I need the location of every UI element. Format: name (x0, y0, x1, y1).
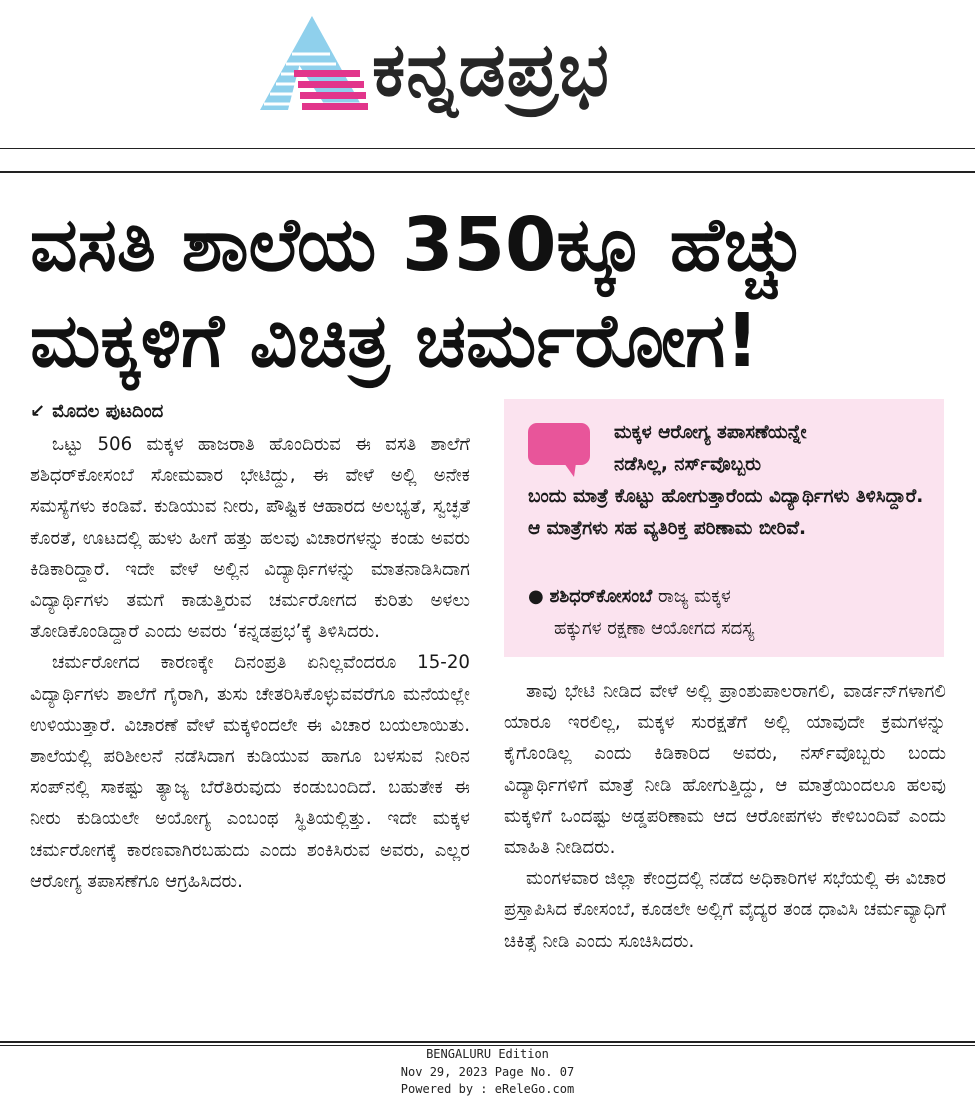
attribution-role-line-2: ಹಕ್ಕುಗಳ ರಕ್ಷಣಾ ಆಯೋಗದ ಸದಸ್ಯ (554, 618, 755, 639)
headline-line-1: ವಸತಿ ಶಾಲೆಯ 350ಕ್ಕೂ ಹೆಚ್ಚು (30, 202, 806, 288)
quote-rest: ಬಂದು ಮಾತ್ರೆ ಕೊಟ್ಟು ಹೋಗುತ್ತಾರೆಂದು ವಿದ್ಯಾರ್ಥಿಗಳು ತಿಳಿಸಿದ್ದಾರೆ. ಆ ಮಾತ್ರೆಗಳು ಸಹ ವ್ಯತಿರಿಕ್ತ ಪರಿಣಾಮ ಬೀರಿವೆ. (528, 486, 924, 539)
continued-from-text: ಮೊದಲ ಪುಟದಿಂದ (52, 401, 164, 422)
headline-line-2: ಮಕ್ಕಳಿಗೆ ವಿಚಿತ್ರ ಚರ್ಮರೋಗ! (30, 298, 759, 384)
article-paragraph: ಚರ್ಮರೋಗದ ಕಾರಣಕ್ಕೇ ದಿನಂಪ್ರತಿ ಏನಿಲ್ಲವೆಂದರೂ 15-20 ವಿದ್ಯಾರ್ಥಿಗಳು ಶಾಲೆಗೆ ಗೈರಾಗಿ, ತುಸು ಚೇತರಿಸಿಕೊಳ್ಳುವವರೆಗೂ ಮನೆಯಲ್ಲೇ ಉಳಿಯುತ್ತಾರೆ. ವಿಚಾರಣೆ ವೇಳೆ ಮಕ್ಕಳಿಂದಲೇ ಈ ವಿಚಾರ ಬಯಲಾಯಿತು. ಶಾಲೆಯಲ್ಲಿ ಪರಿಶೀಲನೆ ನಡೆಸಿದಾಗ ಕುಡಿಯುವ ಹಾಗೂ ಬಳಸುವ ನೀರಿನ ಸಂಪ್‌ನಲ್ಲಿ ಸಾಕಷ್ಟು ತ್ಯಾಜ್ಯ ಬೆರೆತಿರುವುದು ಕಂಡುಬಂದಿದೆ. ಬಹುತೇಕ ಈ ನೀರು ಕುಡಿಯಲೇ ಅಯೋಗ್ಯ ಎಂಬಂಥ ಸ್ಥಿತಿಯಲ್ಲಿತ್ತು. ಇದೇ ಮಕ್ಕಳ ಚರ್ಮರೋಗಕ್ಕೆ ಕಾರಣವಾಗಿರಬಹುದು ಎಂದು ಶಂಕಿಸಿರುವ ಅವರು, ಎಲ್ಲರ ಆರೋಗ್ಯ ತಪಾಸಣೆಗೂ ಆಗ್ರಹಿಸಿದರು. (30, 652, 470, 892)
attribution-name: ಶಶಿಧರ್‌ಕೋಸಂಬೆ (549, 586, 653, 607)
article-paragraph: ಒಟ್ಟು 506 ಮಕ್ಕಳ ಹಾಜರಾತಿ ಹೊಂದಿರುವ ಈ ವಸತಿ ಶಾಲೆಗೆ ಶಶಿಧರ್‌ಕೋಸಂಬೆ ಸೋಮವಾರ ಭೇಟಿದ್ದು, ಈ ವೇಳೆ ಅಲ್ಲಿ ಅನೇಕ ಸಮಸ್ಯೆಗಳು ಕಂಡಿವೆ. ಕುಡಿಯುವ ನೀರು, ಪೌಷ್ಟಿಕ ಆಹಾರದ ಅಲಭ್ಯತೆ, ಸ್ವಚ್ಛತೆ ಕೊರತೆ, ಊಟದಲ್ಲಿ ಹುಳು ಹೀಗೆ ಹತ್ತು ಹಲವು ವಿಚಾರಗಳನ್ನು ಕಂಡು ಅವರು ಕಿಡಿಕಾರಿದ್ದಾರೆ. ಇದೇ ವೇಳೆ ಅಲ್ಲಿನ ವಿದ್ಯಾರ್ಥಿಗಳನ್ನು ಮಾತನಾಡಿಸಿದಾಗ ವಿದ್ಯಾರ್ಥಿಗಳು ತಮಗೆ ಕಾಡುತ್ತಿರುವ ಚರ್ಮರೋಗದ ಕುರಿತು ಅಳಲು ತೋಡಿಕೊಂಡಿದ್ದಾರೆ ಎಂದು ಅವರು ‘ಕನ್ನಡಪ್ರಭ’ಕ್ಕೆ ತಿಳಿಸಿದರು. (30, 434, 470, 643)
quote-attribution (528, 581, 928, 645)
quote-line-1: ಮಕ್ಕಳ ಆರೋಗ್ಯ ತಪಾಸಣೆಯನ್ನೇ (614, 422, 807, 443)
left-column (30, 398, 470, 897)
masthead-title: ಕನ್ನಡಪ್ರಭ (372, 27, 610, 113)
continued-label (30, 398, 470, 426)
page-footer (0, 1046, 975, 1099)
footer-edition: BENGALURU Edition (426, 1047, 549, 1061)
pull-quote-box (504, 399, 944, 657)
footer-powered-by: Powered by : eReleGo.com (400, 1082, 575, 1096)
kannadaprabha-logo-icon (256, 14, 370, 112)
masthead-divider-top (0, 148, 975, 149)
masthead (0, 0, 975, 148)
article-paragraph: ತಾವು ಭೇಟಿ ನೀಡಿದ ವೇಳೆ ಅಲ್ಲಿ ಪ್ರಾಂಶುಪಾಲರಾಗಲಿ, ವಾರ್ಡನ್‌ಗಳಾಗಲಿ ಯಾರೂ ಇರಲಿಲ್ಲ, ಮಕ್ಕಳ ಸುರಕ್ಷತೆಗೆ ಅಲ್ಲಿ ಯಾವುದೇ ಕ್ರಮಗಳನ್ನು ಕೈಗೊಂಡಿಲ್ಲ ಎಂದು ಕಿಡಿಕಾರಿದ ಅವರು, ನರ್ಸ್‌ವೊಬ್ಬರು ಬಂದು ವಿದ್ಯಾರ್ಥಿಗಳಿಗೆ ಮಾತ್ರೆ ನೀಡಿ ಹೋಗುತ್ತಿದ್ದು, ಆ ಮಾತ್ರೆಯಿಂದಲೂ ಹಲವು ಮಕ್ಕಳಿಗೆ ಒಂದಷ್ಟು ಅಡ್ಡಪರಿಣಾಮ ಆದ ಆರೋಪಗಳು ಕೇಳಿಬಂದಿವೆ ಎಂದು ಮಾಹಿತಿ ನೀಡಿದರು. (504, 681, 946, 859)
arrow-down-left-icon: ↙ (30, 401, 46, 422)
article-paragraph: ಮಂಗಳವಾರ ಜಿಲ್ಲಾ ಕೇಂದ್ರದಲ್ಲಿ ನಡೆದ ಅಧಿಕಾರಿಗಳ ಸಭೆಯಲ್ಲಿ ಈ ವಿಚಾರ ಪ್ರಸ್ತಾಪಿಸಿದ ಕೋಸಂಬೆ, ಕೂಡಲೇ ಅಲ್ಲಿಗೆ ವೈದ್ಯರ ತಂಡ ಧಾವಿಸಿ ಚರ್ಮವ್ಯಾಧಿಗೆ ಚಿಕಿತ್ಸೆ ನೀಡಿ ಎಂದು ಸೂಚಿಸಿದರು. (504, 868, 946, 952)
masthead-divider-bottom (0, 171, 975, 173)
pull-quote-text (528, 417, 924, 545)
quote-line-2: ನಡೆಸಿಲ್ಲ, ನರ್ಸ್‌ವೊಬ್ಬರು (614, 454, 761, 475)
attribution-role-line-1: ರಾಜ್ಯ ಮಕ್ಕಳ (657, 586, 731, 607)
right-column (504, 676, 946, 957)
footer-date-page: Nov 29, 2023 Page No. 07 (400, 1064, 575, 1079)
bullet-icon: ● (528, 586, 544, 607)
footer-divider-top (0, 1041, 975, 1043)
